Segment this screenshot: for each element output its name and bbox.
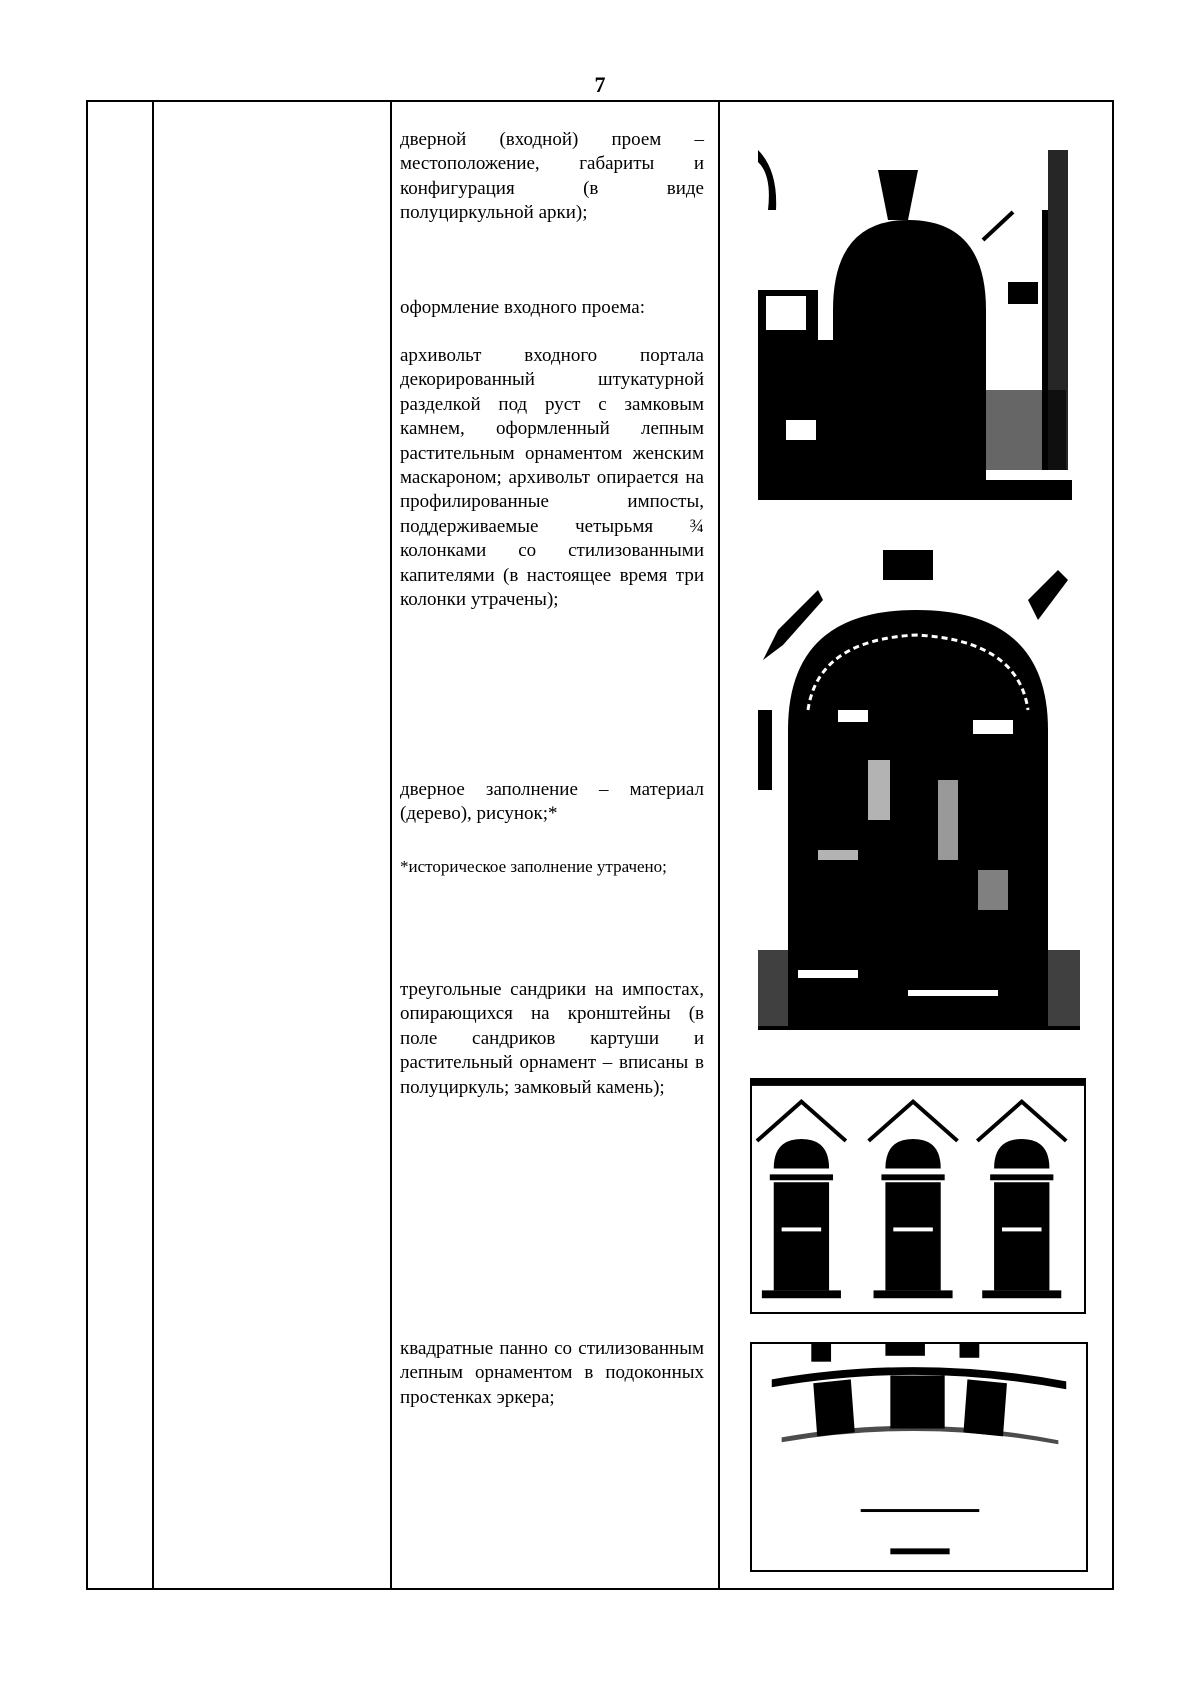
windows-sandriks-photo <box>750 1078 1086 1314</box>
paragraph-entrance-design-heading: оформление входного проема: <box>400 297 646 318</box>
paragraph-sandriks: треугольные сандрики на импостах, опирающихся на кронштейны (в поле сандриков картуши и растительный орнамент – вписаны в полуциркуль; замковый камень); <box>400 979 704 1098</box>
paragraph-door-filling: дверное заполнение – материал (дерево), рисунок;* <box>400 779 704 825</box>
column-divider-2 <box>390 102 392 1588</box>
paragraph-archivolt: архивольт входного портала декорированный штукатурной разделкой под руст с замковым камнем, оформленный лепным растительным орнаментом женским маскароном; архивольт опирается на профилированные импосты, поддерживаемые четырьмя ¾ колонками со стилизованными капителями (в настоящее время три колонки утрачены); <box>400 345 704 611</box>
page-number: 7 <box>594 72 606 97</box>
paragraph-historic-note: *историческое заполнение утрачено; <box>400 857 667 876</box>
column-divider-3 <box>718 102 720 1588</box>
paragraph-door-opening: дверной (входной) проем – местоположение, габариты и конфигурация (в виде полуциркульной арки); <box>400 129 704 224</box>
paragraph-square-panels: квадратные панно со стилизованным лепным орнаментом в подоконных простенках эркера; <box>400 1338 704 1408</box>
erker-panels-photo <box>750 1342 1088 1572</box>
door-filling-photo <box>758 550 1080 1030</box>
arch-portal-photo <box>758 150 1072 500</box>
column-divider-1 <box>152 102 154 1588</box>
